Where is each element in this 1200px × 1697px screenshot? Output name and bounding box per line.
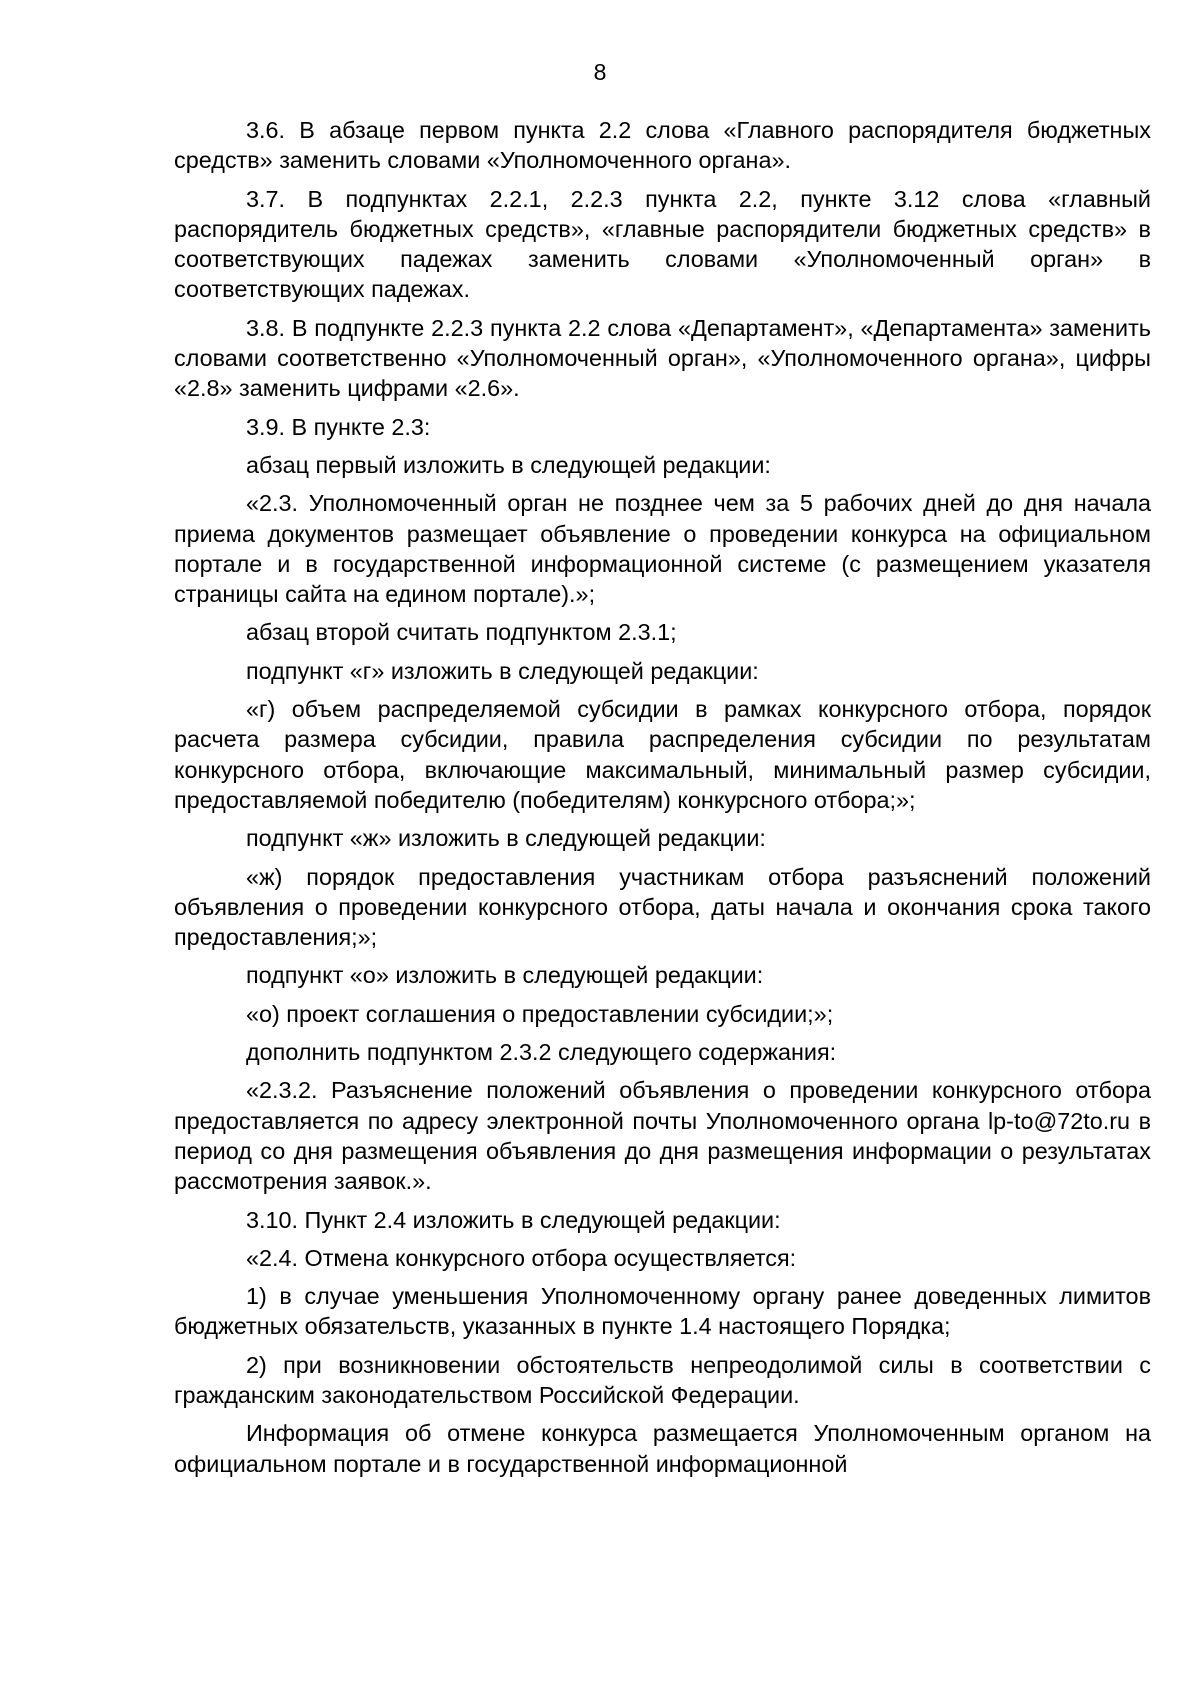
paragraph-subpoint-zh: подпункт «ж» изложить в следующей редакции:	[246, 825, 766, 852]
paragraph-3-10: 3.10. Пункт 2.4 изложить в следующей редакции:	[246, 1206, 781, 1233]
paragraph-subpoint-zh-quote: «ж) порядок предоставления участникам отбора разъяснений положений объявления о проведении конкурсного отбора, даты начала и окончания срока такого предоставления;»;	[174, 863, 1151, 951]
paragraph-item-2: 2) при возникновении обстоятельств непреодолимой силы в соответствии с гражданским законодательством Российской Федерации.	[174, 1351, 1151, 1408]
paragraph-subpoint-o-quote: «о) проект соглашения о предоставлении субсидии;»;	[246, 1000, 834, 1027]
paragraph-add-2-3-2: дополнить подпунктом 2.3.2 следующего содержания:	[246, 1039, 837, 1066]
paragraph-subpoint-o: подпункт «о» изложить в следующей редакции:	[246, 962, 764, 989]
page-number: 8	[593, 59, 607, 85]
paragraph-3-6: 3.6. В абзаце первом пункта 2.2 слова «Главного распорядителя бюджетных средств» заменить словами «Уполномоченного органа».	[174, 117, 1151, 174]
paragraph-cancel-info: Информация об отмене конкурса размещается Уполномоченным органом на официальном портале и в государственной информационной	[174, 1420, 1151, 1477]
paragraph-2-3-2-quote: «2.3.2. Разъяснение положений объявления о проведении конкурсного отбора предоставляется по адресу электронной почты Уполномоченного органа lp-to@72to.ru в период со дня размещения объявления до дня размещения информации о результатах рассмотрения заявок.».	[174, 1077, 1151, 1195]
paragraph-3-8: 3.8. В подпункте 2.2.3 пункта 2.2 слова «Департамент», «Департамента» заменить словами соответственно «Уполномоченный орган», «Уполномоченного органа», цифры «2.8» заменить цифрами «2.6».	[174, 314, 1151, 402]
paragraph-subpoint-g-quote: «г) объем распределяемой субсидии в рамках конкурсного отбора, порядок расчета размера субсидии, правила распределения субсидии по результатам конкурсного отбора, включающие максимальный, минимальный размер субсидии, предоставляемой победителю (победителям) конкурсного отбора;»;	[174, 696, 1151, 813]
paragraph-2-4-quote: «2.4. Отмена конкурсного отбора осуществляется:	[246, 1244, 797, 1271]
paragraph-item-1: 1) в случае уменьшения Уполномоченному органу ранее доведенных лимитов бюджетных обязательств, указанных в пункте 1.4 настоящего Порядка;	[174, 1283, 1151, 1340]
paragraph-second-abzac: абзац второй считать подпунктом 2.3.1;	[246, 619, 677, 646]
paragraph-first-abzac: абзац первый изложить в следующей редакции:	[246, 451, 771, 478]
paragraph-3-9: 3.9. В пункте 2.3:	[246, 413, 431, 440]
paragraph-2-3-quote: «2.3. Уполномоченный орган не позднее чем за 5 рабочих дней до дня начала приема документов размещает объявление о проведении конкурса на официальном портале и в государственной информационной системе (с размещением указателя страницы сайта на едином портале).»;	[174, 490, 1151, 608]
document-body	[174, 115, 1151, 1487]
paragraph-subpoint-g: подпункт «г» изложить в следующей редакции:	[246, 657, 759, 684]
paragraph-3-7: 3.7. В подпунктах 2.2.1, 2.2.3 пункта 2.2, пункте 3.12 слова «главный распорядитель бюджетных средств», «главные распорядители бюджетных средств» в соответствующих падежах заменить словами «Уполномоченный орган» в соответствующих падежах.	[174, 185, 1151, 303]
